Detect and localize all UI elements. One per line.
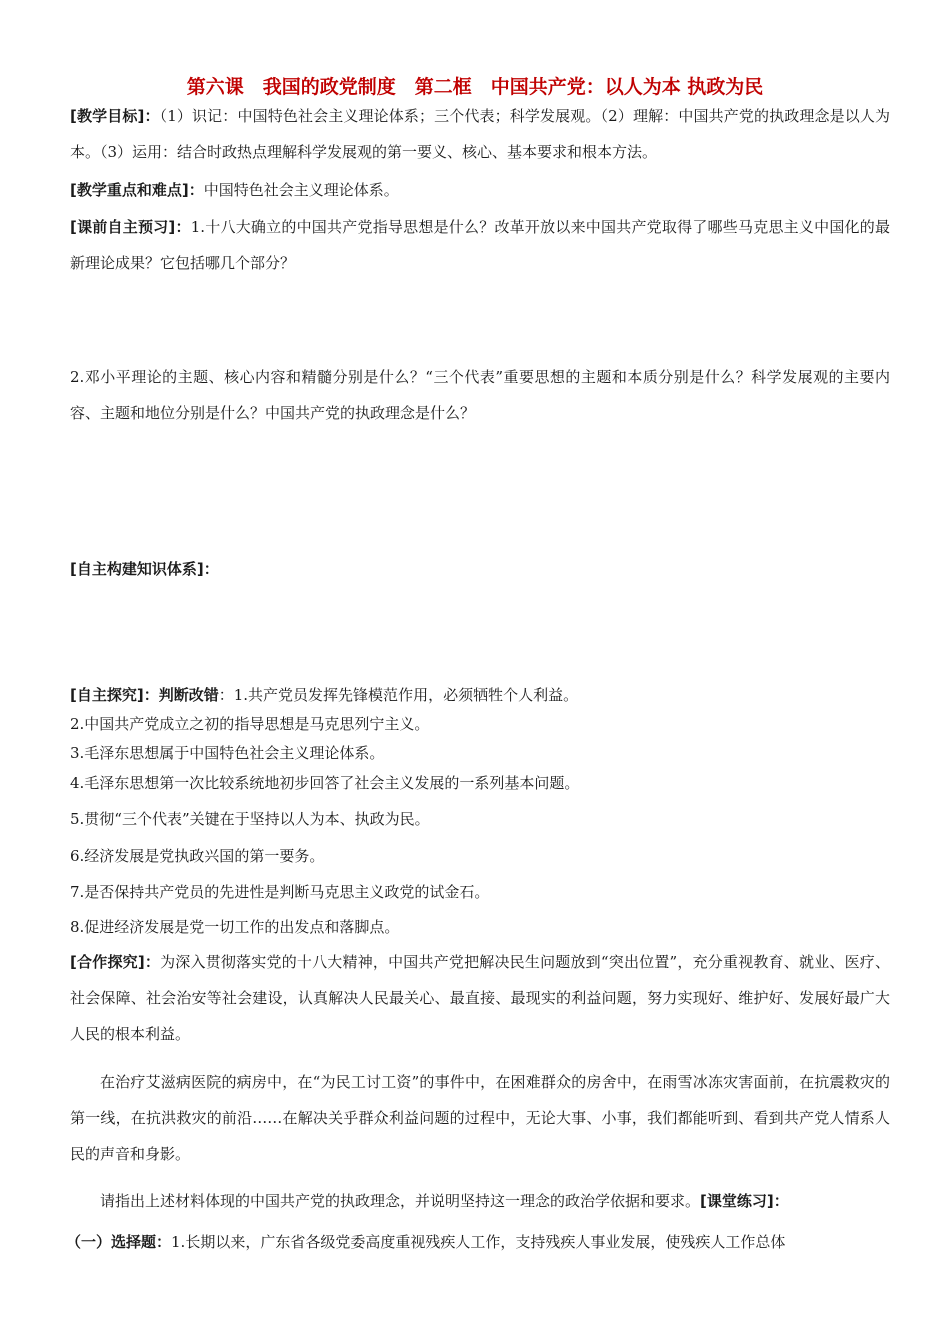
practice-label: [课堂练习]： — [700, 1192, 789, 1210]
key-points — [70, 172, 890, 208]
coop-explore-paragraph-3 — [70, 1183, 890, 1219]
preview-label: [课前自主预习]： — [70, 218, 191, 236]
self-explore-heading — [70, 684, 890, 706]
statement-item: 8.促进经济发展是党一切工作的出发点和落脚点。 — [70, 918, 400, 936]
statement-item: 3.毛泽东思想属于中国特色社会主义理论体系。 — [70, 744, 385, 762]
coop-explore-question: 请指出上述材料体现的中国共产党的执政理念，并说明坚持这一理念的政治学依据和要求。 — [100, 1192, 701, 1210]
coop-explore-paragraph-2: 在治疗艾滋病医院的病房中，在“为民工讨工资”的事件中，在困难群众的房舍中，在雨雪冰冻灾害面前，在抗震救灾的第一线，在抗洪救灾的前沿……在解决关乎群众利益问题的过程中，无论大事、小事，我们都能听到、看到共产党人情系人民的声音和身影。 — [70, 1073, 890, 1163]
preview-question-2-text: 2.邓小平理论的主题、核心内容和精髓分别是什么？“三个代表”重要思想的主题和本质分别是什么？科学发展观的主要内容、主题和地位分别是什么？中国共产党的执政理念是什么？ — [70, 368, 890, 422]
teaching-goals-text: （1）识记：中国特色社会主义理论体系；三个代表；科学发展观。（2）理解：中国共产党的执政理念是以人为本。（3）运用：结合时政热点理解科学发展观的第一要义、核心、基本要求和根本方法。 — [70, 107, 891, 161]
key-points-text: 中国特色社会主义理论体系。 — [203, 181, 399, 199]
teaching-goals-label: [教学目标]： — [70, 107, 160, 125]
coop-explore-label: [合作探究]： — [70, 953, 161, 971]
choice-question-1 — [66, 1224, 894, 1260]
choice-section-label: （一）选择题： — [66, 1233, 172, 1251]
coop-explore-text-1: 为深入贯彻落实党的十八大精神，中国共产党把解决民生问题放到“突出位置”，充分重视教育、就业、医疗、社会保障、社会治安等社会建设，认真解决人民最关心、最直接、最现实的利益问题，努力实现好、维护好、发展好最广大人民的根本利益。 — [70, 953, 890, 1043]
lesson-title: 第六课 我国的政党制度 第二框 中国共产党：以人为本 执政为民 — [186, 76, 764, 98]
knowledge-construct — [70, 551, 890, 587]
statement-item: 1.共产党员发挥先锋模范作用，必须牺牲个人利益。 — [233, 686, 579, 704]
true-false-label: 判断改错 — [158, 686, 219, 704]
choice-question-1-text: 1.长期以来，广东省各级党委高度重视残疾人工作，支持残疾人事业发展，使残疾人工作总体 — [171, 1233, 786, 1251]
statement-item: 7.是否保持共产党员的先进性是判断马克思主义政党的试金石。 — [70, 883, 490, 901]
true-false-colon: ： — [218, 686, 234, 704]
preview-question-1 — [70, 209, 890, 281]
preview-question-2 — [70, 359, 890, 431]
knowledge-construct-label: [自主构建知识体系]： — [70, 560, 219, 578]
statement-item: 5.贯彻“三个代表”关键在于坚持以人为本、执政为民。 — [70, 810, 430, 828]
teaching-goals — [70, 98, 890, 170]
statement-item: 2.中国共产党成立之初的指导思想是马克思列宁主义。 — [70, 715, 430, 733]
statement-item: 4.毛泽东思想第一次比较系统地初步回答了社会主义发展的一系列基本问题。 — [70, 774, 580, 792]
statement-item: 6.经济发展是党执政兴国的第一要务。 — [70, 847, 325, 865]
preview-question-1-text: 1.十八大确立的中国共产党指导思想是什么？改革开放以来中国共产党取得了哪些马克思主义中国化的最新理论成果？它包括哪几个部分？ — [70, 218, 890, 272]
coop-explore-paragraph-1 — [70, 944, 890, 1052]
self-explore-label: [自主探究]： — [70, 686, 159, 704]
key-points-label: [教学重点和难点]： — [70, 181, 204, 199]
